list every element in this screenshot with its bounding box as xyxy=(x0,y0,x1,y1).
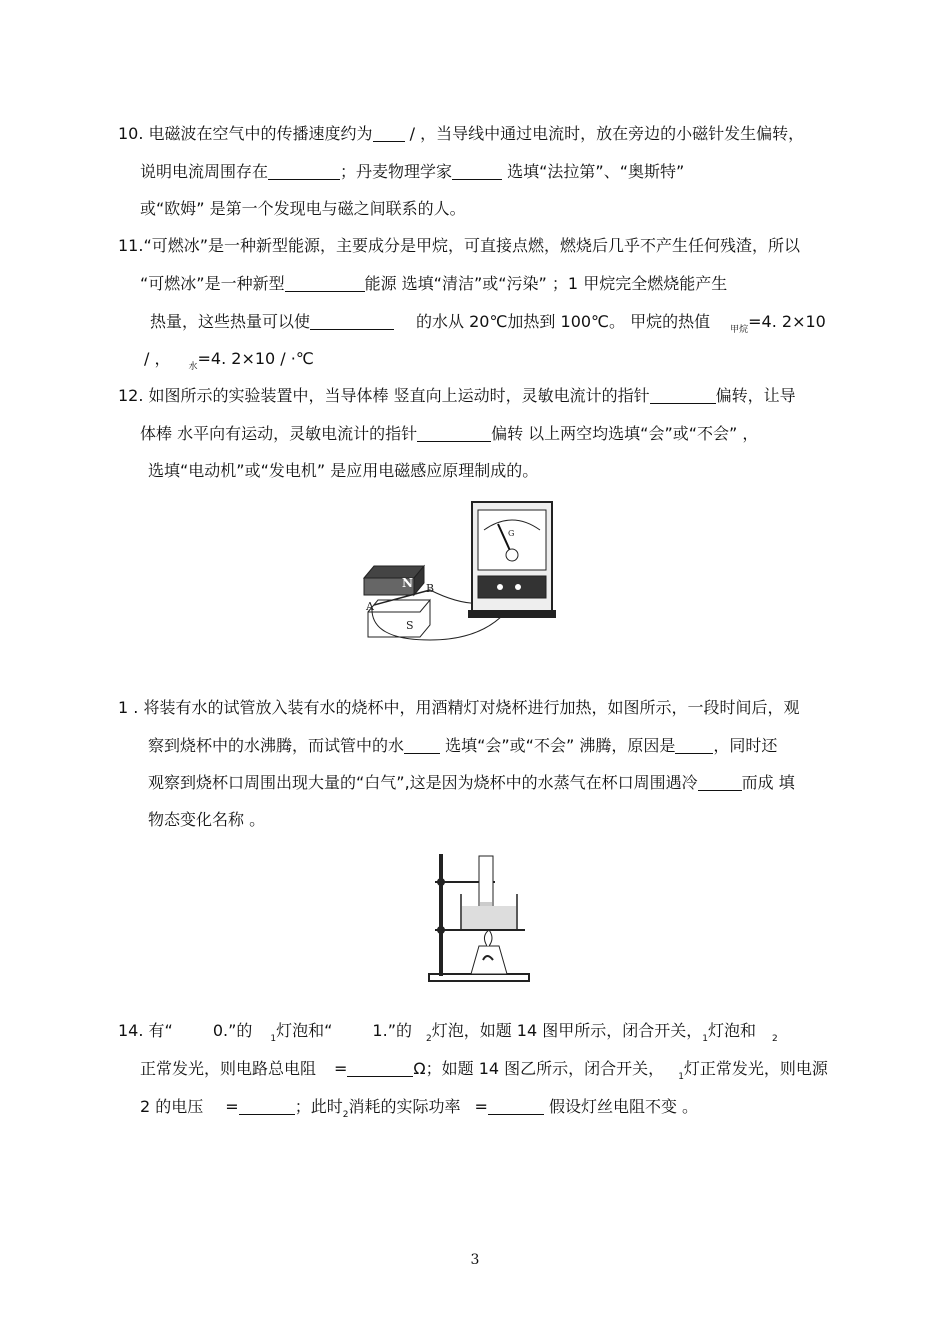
q10-text: 或“欧姆” 是第一个发现电与磁之间联系的人。 xyxy=(140,199,466,218)
q10-text: ；丹麦物理学家 xyxy=(340,162,453,181)
q10-line-2 xyxy=(140,162,684,182)
q13-text: 物态变化名称 。 xyxy=(148,810,266,829)
galvanometer-g-label: G xyxy=(508,529,515,538)
q10-text: 10. 电磁波在空气中的传播速度约为 xyxy=(118,124,373,143)
answer-blank[interactable] xyxy=(675,737,713,754)
q11-text: 11.“可燃冰”是一种新型能源，主要成分是甲烷，可直接点燃，燃烧后几乎不产生任何残渣，所以 xyxy=(118,236,801,255)
q14-line-3 xyxy=(140,1097,698,1120)
q10-line-3 xyxy=(140,199,466,219)
q13-text: 而成 填 xyxy=(741,773,795,792)
q13-text: 选填“会”或“不会” 沸腾，原因是 xyxy=(440,736,676,755)
subscript: 1 xyxy=(678,1072,684,1082)
q13-text: 察到烧杯中的水沸腾，而试管中的水 xyxy=(148,736,405,755)
q13-line-1 xyxy=(118,698,799,718)
q10-text: 选填“法拉第”、“奥斯特” xyxy=(502,162,685,181)
answer-blank[interactable] xyxy=(650,387,716,404)
boiling-apparatus-figure xyxy=(425,850,535,990)
electromagnetic-induction-figure xyxy=(350,500,570,650)
q11-text: 能源 选填“清洁”或“污染” ；1 甲烷完全燃烧能产生 xyxy=(364,274,728,293)
q11-text: 热量，这些热量可以使 xyxy=(150,312,311,331)
answer-blank[interactable] xyxy=(373,125,405,142)
q12-text: 偏转，让导 xyxy=(715,386,796,405)
q10-text: 说明电流周围存在 xyxy=(140,162,269,181)
answer-blank[interactable] xyxy=(417,425,491,442)
q14-text: 正常发光，则电路总电阻 xyxy=(140,1059,317,1078)
subscript: 2 xyxy=(425,1034,432,1044)
q14-text: 0.”的 xyxy=(212,1021,253,1040)
answer-blank[interactable] xyxy=(239,1098,295,1115)
subscript: 1 xyxy=(270,1034,277,1044)
q11-text: =4. 2×10 xyxy=(748,312,826,331)
subscript: 2 xyxy=(342,1110,349,1120)
q11-text: 的水从 20℃加热到 100℃。 甲烷的热值 xyxy=(416,312,711,331)
q13-text: 1 . 将装有水的试管放入装有水的烧杯中，用酒精灯对烧杯进行加热，如图所示，一段时间后，观 xyxy=(118,698,800,717)
q11-text: / ， xyxy=(144,349,171,368)
page-number: 3 xyxy=(470,1252,480,1268)
q11-line-3 xyxy=(150,312,826,335)
q11-line-2 xyxy=(140,274,727,294)
q13-text: 观察到烧杯口周围出现大量的“白气”,这是因为烧杯中的水蒸气在杯口周围遇冷 xyxy=(148,773,698,792)
q14-text: 灯泡和“ xyxy=(276,1021,333,1040)
magnet-n-label: N xyxy=(402,576,413,590)
q12-line-2 xyxy=(140,424,758,444)
q12-line-3 xyxy=(148,461,538,481)
q12-text: 偏转 以上两空均选填“会”或“不会” ， xyxy=(491,424,759,443)
q11-line-1 xyxy=(118,236,800,256)
q14-equals: = xyxy=(334,1059,348,1078)
q10-line-1 xyxy=(118,124,804,144)
answer-blank[interactable] xyxy=(347,1060,413,1077)
q14-text: 消耗的实际功率 xyxy=(348,1097,461,1116)
answer-blank[interactable] xyxy=(404,737,440,754)
subscript: 水 xyxy=(188,362,198,372)
q12-text: 体棒 水平向有运动，灵敏电流计的指针 xyxy=(140,424,418,443)
q14-text: 灯正常发光，则电源 xyxy=(683,1059,828,1078)
q14-text: ；此时 xyxy=(294,1097,343,1116)
q11-line-4 xyxy=(144,349,314,372)
q13-line-4 xyxy=(148,810,265,830)
q12-text: 选填“电动机”或“发电机” 是应用电磁感应原理制成的。 xyxy=(148,461,539,480)
q11-text: =4. 2×10 / ·℃ xyxy=(197,349,314,368)
answer-blank[interactable] xyxy=(268,163,340,180)
q14-text: Ω；如题 14 图乙所示，闭合开关， xyxy=(413,1059,665,1078)
answer-blank[interactable] xyxy=(310,313,394,330)
q12-text: 12. 如图所示的实验装置中，当导体棒 竖直向上运动时，灵敏电流计的指针 xyxy=(118,386,650,405)
answer-blank[interactable] xyxy=(698,774,742,791)
answer-blank[interactable] xyxy=(452,163,502,180)
conductor-b-label: B xyxy=(426,582,435,595)
q14-equals: = xyxy=(474,1097,488,1116)
q14-text: 灯泡，如题 14 图甲所示，闭合开关， xyxy=(431,1021,703,1040)
q14-text: 2 的电压 xyxy=(140,1097,204,1116)
q14-text: 14. 有“ xyxy=(118,1021,173,1040)
answer-blank[interactable] xyxy=(488,1098,544,1115)
conductor-a-label: A xyxy=(366,600,374,613)
q12-line-1 xyxy=(118,386,796,406)
subscript: 甲烷 xyxy=(730,325,749,335)
q13-line-3 xyxy=(148,773,795,793)
answer-blank[interactable] xyxy=(285,275,365,292)
q13-text: ，同时还 xyxy=(713,736,778,755)
subscript: 2 xyxy=(772,1034,778,1044)
q14-equals: = xyxy=(225,1097,239,1116)
q14-line-2 xyxy=(140,1059,828,1082)
q14-text: 1.”的 xyxy=(372,1021,412,1040)
q14-line-1 xyxy=(118,1021,778,1044)
q11-text: “可燃冰”是一种新型 xyxy=(140,274,285,293)
magnet-s-label: S xyxy=(406,619,414,632)
q14-text: 灯泡和 xyxy=(708,1021,757,1040)
subscript: 1 xyxy=(702,1034,708,1044)
galvanometer xyxy=(468,502,556,618)
q10-text: / ，当导线中通过电流时，放在旁边的小磁针发生偏转， xyxy=(404,124,805,143)
q13-line-2 xyxy=(148,736,777,756)
q14-text: 假设灯丝电阻不变 。 xyxy=(543,1097,699,1116)
